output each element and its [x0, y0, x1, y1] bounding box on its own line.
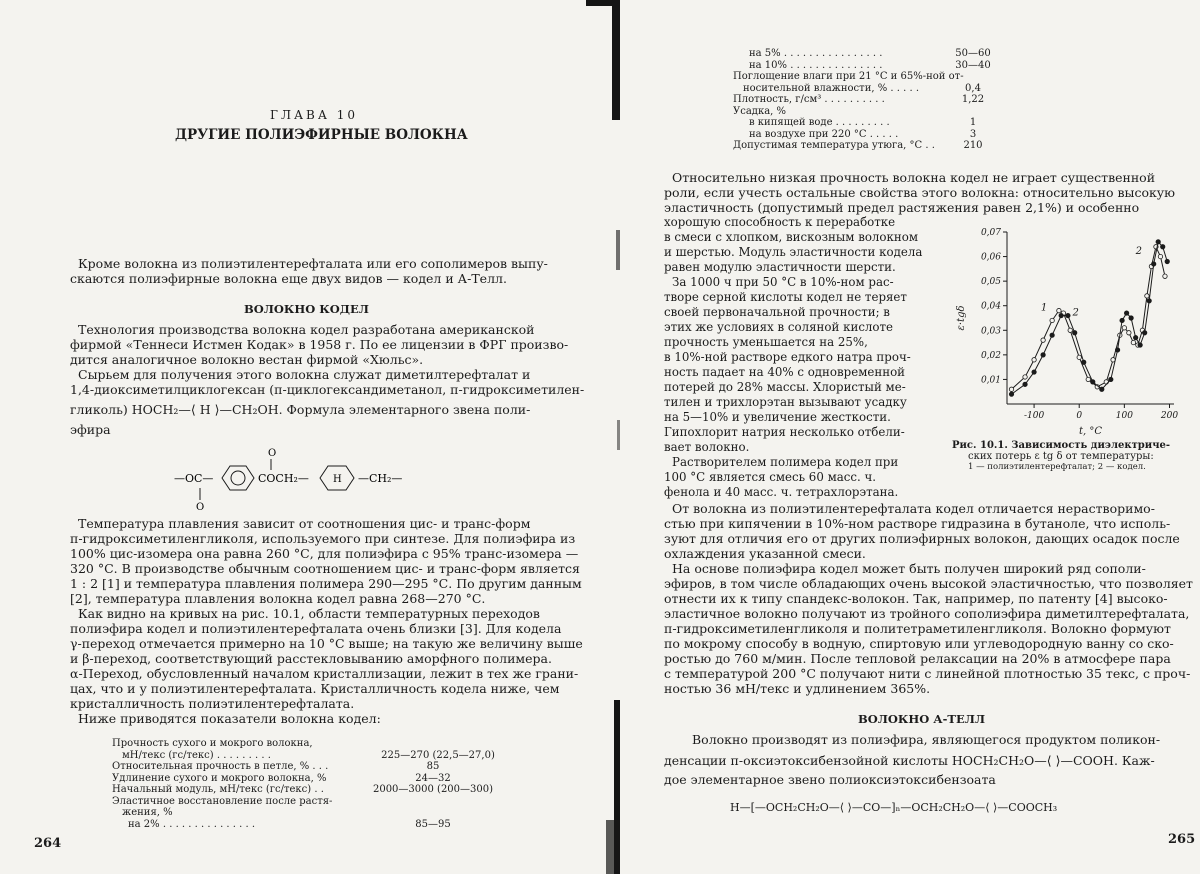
text-line: За 1000 ч при 50 °С в 10%-ном рас-: [672, 275, 894, 289]
series-point-1: [1068, 328, 1072, 332]
text-line: 100% цис-изомера она равна 260 °С, для полиэфира с 95% транс-изомера —: [70, 546, 579, 561]
text-line: эфира: [70, 422, 111, 437]
series-point-2: [1138, 343, 1142, 347]
props-row: [733, 83, 1003, 95]
text-line: Волокно производят из полиэфира, являющегося продуктом поликон-: [692, 732, 1161, 747]
props-row: [112, 784, 507, 796]
prop-value: 85: [426, 761, 440, 772]
y-tick-label: 0,01: [980, 375, 1001, 386]
text-line: ностью 36 мН/текс и удлинением 365%.: [664, 681, 931, 696]
text-line: хорошую способность к переработке: [664, 215, 896, 229]
series-point-2: [1073, 331, 1077, 335]
props-row: [112, 750, 507, 762]
series-point-1: [1086, 377, 1090, 381]
para-atell: [664, 732, 1194, 787]
text-line: От волокна из полиэтилентерефталата кодел отличается нерастворимо-: [672, 501, 1155, 516]
series-point-2: [1100, 387, 1104, 391]
props-row: [733, 117, 1003, 129]
text-line: 1 : 2 [1] и температура плавления полимера 290—295 °С. По другим данным: [70, 576, 582, 591]
props-row: [733, 129, 1003, 141]
series-point-2: [1066, 313, 1070, 317]
y-axis-label: ε·tgδ: [956, 305, 967, 331]
text-line: Как видно на кривых на рис. 10.1, области температурных переходов: [78, 606, 540, 621]
series-point-1: [1050, 318, 1054, 322]
props-row: [112, 819, 507, 831]
text-line: полиэфира кодел и полиэтилентерефталата очень близки [3]. Для кодела: [70, 621, 562, 636]
figure-caption: [952, 440, 1192, 473]
text-line: прочность уменьшается на 25%,: [664, 335, 868, 349]
text-line: ность падает на 40% с одновременной: [664, 365, 906, 379]
series-point-1: [1057, 308, 1061, 312]
x-tick-label: 0: [1076, 411, 1083, 421]
text-line: эластичное волокно получают из тройного сополиэфира диметилтерефталата,: [664, 606, 1190, 621]
para-kodel-intro: [70, 322, 585, 437]
intro-line: скаются полиэфирные волокна еще двух видов — кодел и А-Телл.: [70, 271, 507, 286]
text-line: на 5—10% и увеличение жесткости.: [664, 410, 891, 424]
curve-label-2: 2: [1072, 307, 1079, 319]
page-number-left: 264: [34, 836, 62, 851]
prop-label: Относительная прочность в петле, % . . .: [112, 761, 329, 772]
text-line: с температурой 200 °С получают нити с линейной плотностью 35 текс, с проч-: [664, 666, 1191, 681]
formula-right: —CH₂—: [358, 472, 403, 485]
props-row: [112, 773, 507, 785]
series-point-1: [1032, 358, 1036, 362]
text-line: Растворителем полимера кодел при: [672, 455, 899, 469]
curve-label-2-right: 2: [1135, 246, 1143, 258]
prop-label: Поглощение влаги при 21 °С и 65%-ной от-: [733, 71, 964, 82]
text-line: ростью до 760 м/мин. После тепловой релаксации на 20% в атмосфере пара: [664, 651, 1171, 666]
text-line: Относительно низкая прочность волокна кодел не играет существенной: [672, 170, 1156, 185]
text-line: цах, что и у полиэтилентерефталата. Кристалличность кодела ниже, чем: [70, 681, 560, 696]
y-tick-label: 0,06: [980, 252, 1001, 263]
text-line: Температура плавления зависит от соотношения цис- и транс-форм: [78, 516, 531, 531]
y-tick-label: 0,05: [980, 277, 1001, 288]
prop-value: 85—95: [415, 818, 451, 830]
text-line: денсации п-оксиэтоксибензойной кислоты НОСН₂СН₂О—⟨ ⟩—СООН. Каж-: [664, 753, 1155, 768]
series-point-2: [1161, 245, 1165, 249]
chapter-label: ГЛАВА 10: [270, 108, 359, 122]
text-line: потерей до 28% массы. Хлористый ме-: [664, 380, 906, 394]
props-row: [733, 48, 1003, 60]
text-line: и β-переход, соответствующий расстекловыванию аморфного полимера.: [70, 651, 552, 666]
caption-line: 1 — полиэтилентерефталат; 2 — кодел.: [968, 462, 1146, 472]
y-tick-label: 0,07: [980, 228, 1001, 238]
text-line: в смеси с хлопком, вискозным волокном: [664, 230, 919, 244]
series-point-2: [1050, 333, 1054, 337]
prop-value: 210: [963, 140, 983, 151]
text-line: 1,4-диоксиметилциклогексан (п-циклогександиметанол, п-гидроксиметилен-: [70, 382, 585, 397]
text-line: фирмой «Теннеси Истмен Кодак» в 1958 г. По ее лицензии в ФРГ произво-: [70, 337, 569, 352]
intro-paragraph: [70, 256, 578, 286]
series-point-1: [1104, 380, 1108, 384]
prop-value: 1: [969, 117, 977, 128]
series-point-2: [1059, 313, 1063, 317]
props-row: [733, 94, 1003, 106]
props-row: [112, 796, 507, 808]
series-point-2: [1147, 299, 1151, 303]
prop-label: Плотность, г/см³ . . . . . . . . . .: [733, 94, 885, 105]
text-line: своей первоначальной прочности; в: [664, 305, 890, 319]
prop-value: 3: [969, 128, 977, 140]
series-point-1: [1077, 355, 1081, 359]
props-table-left: [112, 738, 507, 830]
text-line: Ниже приводятся показатели волокна кодел:: [78, 711, 381, 726]
prop-label: на 2% . . . . . . . . . . . . . . .: [128, 818, 256, 830]
text-line: 320 °С. В производстве обычным соотношением цис- и транс-форм является: [70, 561, 580, 576]
para-strength: [664, 170, 1194, 215]
formula-o-top: O: [268, 448, 277, 459]
series-point-1: [1122, 326, 1126, 330]
series-point-2: [1082, 360, 1086, 364]
right-page: [608, 0, 1200, 874]
props-row: [112, 807, 507, 819]
text-line: охлаждения указанной смеси.: [664, 546, 866, 561]
series-point-2: [1041, 353, 1045, 357]
x-tick-label: 200: [1160, 411, 1179, 421]
prop-label: на 10% . . . . . . . . . . . . . . .: [749, 59, 883, 71]
para-melting: [70, 516, 583, 726]
prop-value: 50—60: [955, 48, 991, 59]
prop-label: на воздухе при 220 °С . . . . .: [749, 128, 899, 140]
x-tick-label: -100: [1023, 411, 1045, 421]
prop-label: Начальный модуль, мН/текс (гс/текс) . .: [112, 784, 324, 795]
text-line: эфиров, в том числе обладающих очень высокой эластичностью, что позволяет: [664, 576, 1193, 591]
prop-label: в кипящей воде . . . . . . . . .: [749, 117, 890, 128]
series-point-1: [1158, 254, 1162, 258]
series-point-1: [1023, 375, 1027, 379]
y-tick-label: 0,04: [980, 301, 1001, 312]
text-line: эластичность (допустимый предел растяжения равен 2,1%) и особенно: [664, 200, 1140, 215]
prop-label: Усадка, %: [733, 105, 787, 117]
text-line: дое элементарное звено полиоксиэтоксибензоата: [664, 772, 996, 787]
series-point-2: [1151, 262, 1155, 266]
text-line: п-гидроксиметиленгликоля и политетраметиленгликоля. Волокно формуют: [664, 621, 1171, 636]
text-line: равен модулю эластичности шерсти.: [664, 260, 896, 274]
kodel-structure-formula: [170, 444, 450, 514]
series-point-2: [1142, 331, 1146, 335]
text-line: γ-переход отмечается примерно на 10 °С выше; на такую же величину выше: [70, 636, 583, 651]
text-line: Технология производства волокна кодел разработана американской: [78, 322, 535, 337]
series-point-2: [1120, 318, 1124, 322]
caption-line: ских потерь ε tg δ от температуры:: [968, 451, 1154, 462]
props-row: [733, 106, 1003, 118]
prop-label: Удлинение сухого и мокрого волокна, %: [112, 772, 327, 784]
section-atell-heading: ВОЛОКНО А-ТЕЛЛ: [858, 712, 986, 726]
formula-o-bottom: O: [196, 502, 205, 513]
x-axis-label: t, °С: [1078, 426, 1103, 437]
text-line: α-Переход, обусловленный началом кристаллизации, лежит в тех же грани-: [70, 666, 579, 681]
text-line: 100 °С является смесь 60 масс. ч.: [664, 470, 877, 484]
series-point-2: [1115, 348, 1119, 352]
props-row: [733, 71, 1003, 83]
series-point-2: [1109, 377, 1113, 381]
prop-label: жения, %: [122, 807, 173, 818]
series-line-1: [1012, 247, 1165, 390]
props-table-right: [733, 48, 1003, 152]
prop-value: 30—40: [955, 59, 991, 71]
series-point-2: [1091, 380, 1095, 384]
prop-label: носительной влажности, % . . . . .: [743, 82, 920, 94]
text-line: вает волокно.: [664, 440, 750, 454]
text-line: тилен и трихлорэтан вызывают усадку: [664, 395, 907, 409]
formula-ring-h: H: [333, 474, 342, 485]
prop-label: Эластичное восстановление после растя-: [112, 795, 333, 807]
prop-label: Допустимая температура утюга, °С . .: [733, 140, 935, 151]
series-point-2: [1124, 311, 1128, 315]
prop-value: 225—270 (22,5—27,0): [381, 749, 495, 761]
curve-label-1: 1: [1040, 302, 1048, 314]
prop-label: мН/текс (гс/текс) . . . . . . . . .: [122, 749, 271, 761]
props-row: [112, 761, 507, 773]
series-point-1: [1131, 340, 1135, 344]
prop-value: 2000—3000 (200—300): [372, 784, 494, 795]
text-line: Гипохлорит натрия несколько отбели-: [664, 425, 905, 439]
props-row: [733, 140, 1003, 152]
prop-label: на 5% . . . . . . . . . . . . . . . .: [749, 48, 883, 59]
dielectric-loss-chart: [952, 224, 1182, 439]
para-distinction: [664, 501, 1194, 696]
props-row: [112, 738, 507, 750]
series-point-2: [1129, 316, 1133, 320]
series-point-1: [1041, 338, 1045, 342]
text-line: этих же условиях в соляной кислоте: [664, 320, 894, 334]
caption-line: Рис. 10.1. Зависимость диэлектриче-: [952, 440, 1171, 451]
formula-left: —OC—: [174, 472, 214, 485]
chart-series: [1009, 240, 1169, 397]
series-point-2: [1032, 370, 1036, 374]
prop-value: 0,4: [965, 82, 981, 94]
chapter-title: ДРУГИЕ ПОЛИЭФИРНЫЕ ВОЛОКНА: [175, 127, 468, 143]
y-tick-label: 0,02: [980, 350, 1001, 361]
series-point-2: [1133, 335, 1137, 339]
series-point-1: [1009, 387, 1013, 391]
series-point-2: [1165, 259, 1169, 263]
prop-label: Прочность сухого и мокрого волокна,: [112, 738, 313, 749]
para-chemical-resistance: [664, 215, 949, 500]
text-line: Сырьем для получения этого волокна служат диметилтерефталат и: [78, 367, 531, 382]
props-row: [733, 60, 1003, 72]
figure-10-1: [952, 224, 1182, 443]
text-line: творе серной кислоты кодел не теряет: [664, 290, 907, 304]
text-line: по мокрому способу в водную, спиртовую или углеводородную ванну со ско-: [664, 636, 1174, 651]
text-line: [2], температура плавления волокна кодел равна 268—270 °С.: [70, 591, 486, 606]
intro-line: Кроме волокна из полиэтилентерефталата или его сополимеров выпу-: [78, 256, 548, 271]
prop-value: 1,22: [961, 94, 985, 105]
text-line: дится аналогичное волокно вестан фирмой «Хюльс».: [70, 352, 424, 367]
text-line: п-гидроксиметиленгликоля, используемого при синтезе. Для полиэфира из: [70, 531, 576, 546]
y-tick-label: 0,03: [980, 326, 1001, 337]
section-kodel-heading: ВОЛОКНО КОДЕЛ: [244, 302, 369, 316]
text-line: в 10%-ной растворе едкого натра проч-: [664, 350, 911, 364]
text-line: отнести их к типу спандекс-волокон. Так, например, по патенту [4] высоко-: [664, 591, 1168, 606]
prop-value: 24—32: [415, 772, 451, 784]
text-line: и шерстью. Модуль эластичности кодела: [664, 245, 923, 259]
text-line: зуют для отличия его от других полиэфирных волокон, дающих осадок после: [664, 531, 1180, 546]
text-line: гликоль) НОСН₂—⟨ Н ⟩—СН₂ОН. Формула элементарного звена поли-: [70, 402, 531, 417]
text-line: кристалличность полиэтилентерефталата.: [70, 696, 355, 711]
series-point-1: [1127, 331, 1131, 335]
series-point-2: [1023, 382, 1027, 386]
page-number-right: 265: [1168, 832, 1196, 847]
text-line: роли, если учесть остальные свойства этого волокна: относительно высокую: [664, 185, 1176, 200]
text-line: фенола и 40 масс. ч. тетрахлорэтана.: [664, 485, 899, 499]
series-point-2: [1009, 392, 1013, 396]
series-point-2: [1156, 240, 1160, 244]
text-line: На основе полиэфира кодел может быть получен широкий ряд сополи-: [672, 561, 1146, 576]
x-tick-label: 100: [1115, 411, 1133, 421]
series-point-1: [1145, 294, 1149, 298]
text-line: стью при кипячении в 10%-ном растворе гидразина в бутаноле, что исполь-: [664, 516, 1171, 531]
formula-mid: COCH₂—: [258, 472, 309, 485]
series-point-1: [1163, 274, 1167, 278]
atell-structure-formula: Н—[—OCH₂CH₂O—⟨ ⟩—CO—]ₙ—OCH₂CH₂O—⟨ ⟩—COOCH₃: [730, 801, 1058, 814]
